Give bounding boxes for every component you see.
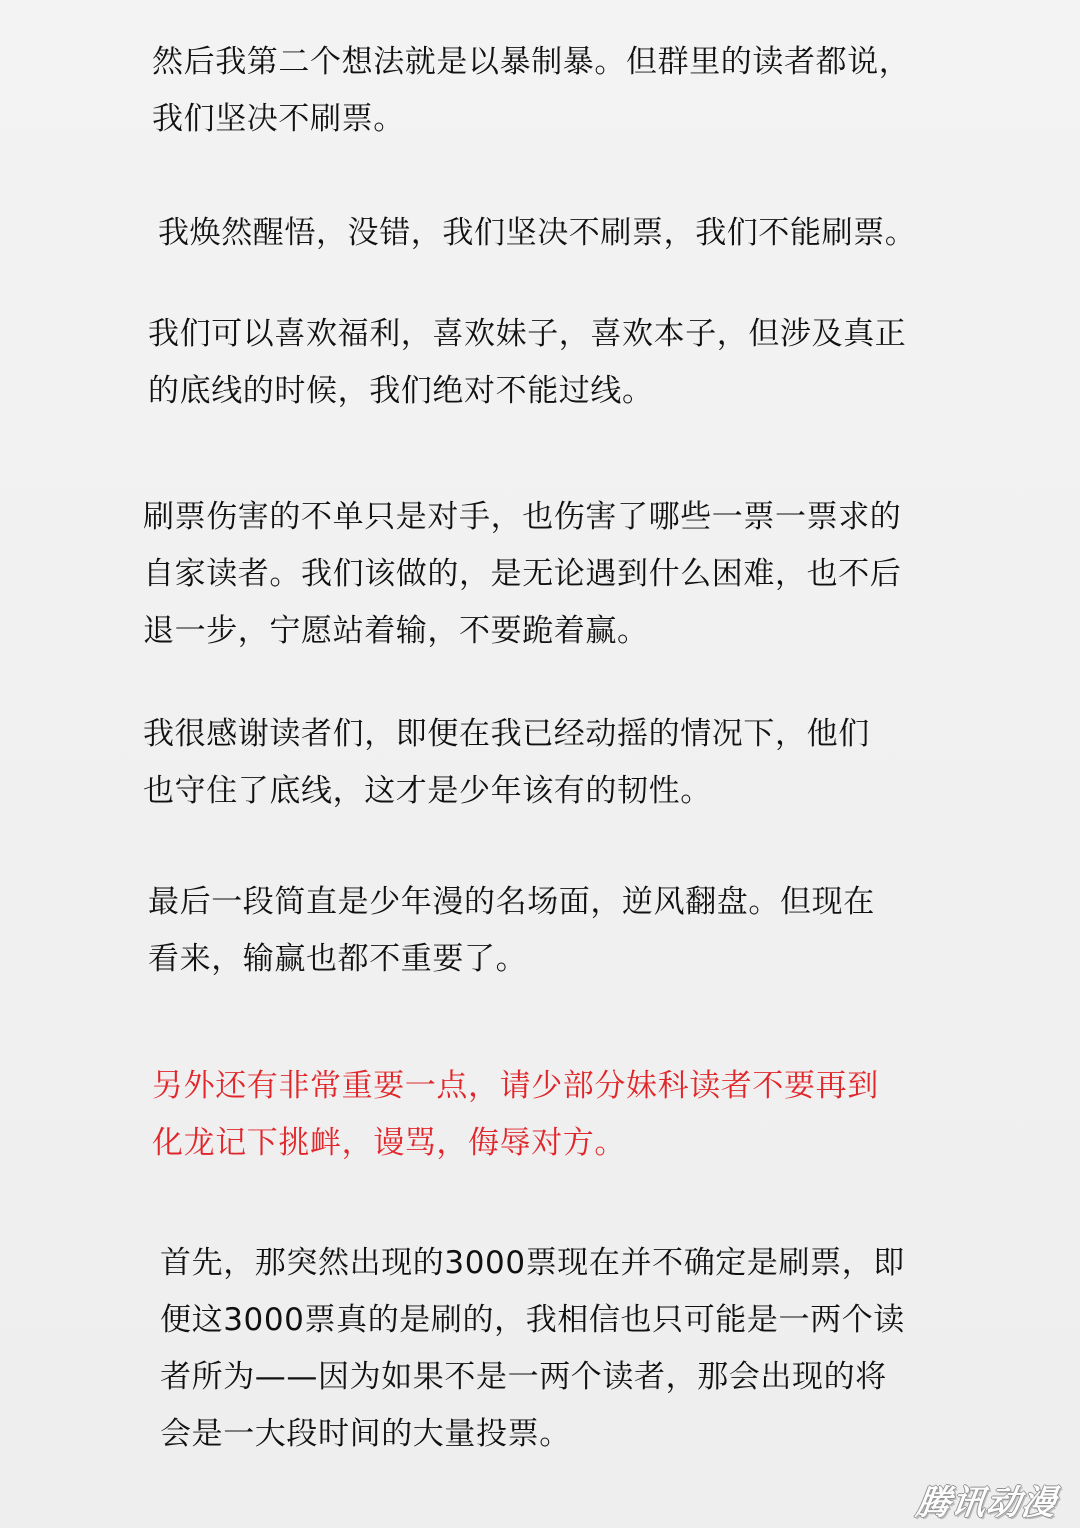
paragraph-line: 首先，那突然出现的3000票现在并不确定是刷票，即 [160,1245,905,1281]
paragraph-line: 我焕然醒悟，没错，我们坚决不刷票，我们不能刷票。 [158,215,917,251]
paragraph-line: 退一步，宁愿站着输，不要跪着赢。 [143,613,649,649]
paragraph-line: 我们可以喜欢福利，喜欢妹子，喜欢本子，但涉及真正 [148,316,907,352]
paragraph-line: 看来，输赢也都不重要了。 [148,941,528,977]
paragraph-2 [158,205,916,262]
paragraph-line: 的底线的时候，我们绝对不能过线。 [148,373,654,409]
paragraph-line: 刷票伤害的不单只是对手，也伤害了哪些一票一票求的 [143,499,902,535]
paragraph-4 [143,489,901,660]
watermark-text: 腾讯动漫 [913,1482,1060,1523]
paragraph-5 [143,706,870,820]
paragraph-3 [148,306,906,420]
highlight-line: 另外还有非常重要一点，请少部分妹科读者不要再到 [152,1068,879,1104]
paragraph-line: 便这3000票真的是刷的，我相信也只可能是一两个读 [160,1302,905,1338]
paragraph-8 [160,1235,905,1463]
tencent-comic-watermark [898,1472,1076,1526]
highlight-line: 化龙记下挑衅，谩骂，侮辱对方。 [152,1125,626,1161]
paragraph-line: 者所为——因为如果不是一两个读者，那会出现的将 [160,1359,887,1395]
paragraph-7-highlight [152,1058,879,1172]
paragraph-line: 我们坚决不刷票。 [152,101,405,137]
paragraph-1 [152,34,910,148]
paragraph-line: 最后一段简直是少年漫的名场面，逆风翻盘。但现在 [148,884,875,920]
paragraph-line: 自家读者。我们该做的，是无论遇到什么困难，也不后 [143,556,902,592]
paragraph-line: 会是一大段时间的大量投票。 [160,1416,571,1452]
paragraph-line: 也守住了底线，这才是少年该有的韧性。 [143,773,712,809]
paragraph-6 [148,874,875,988]
paragraph-line: 然后我第二个想法就是以暴制暴。但群里的读者都说， [152,44,911,80]
paragraph-line: 我很感谢读者们，即便在我已经动摇的情况下，他们 [143,716,870,752]
